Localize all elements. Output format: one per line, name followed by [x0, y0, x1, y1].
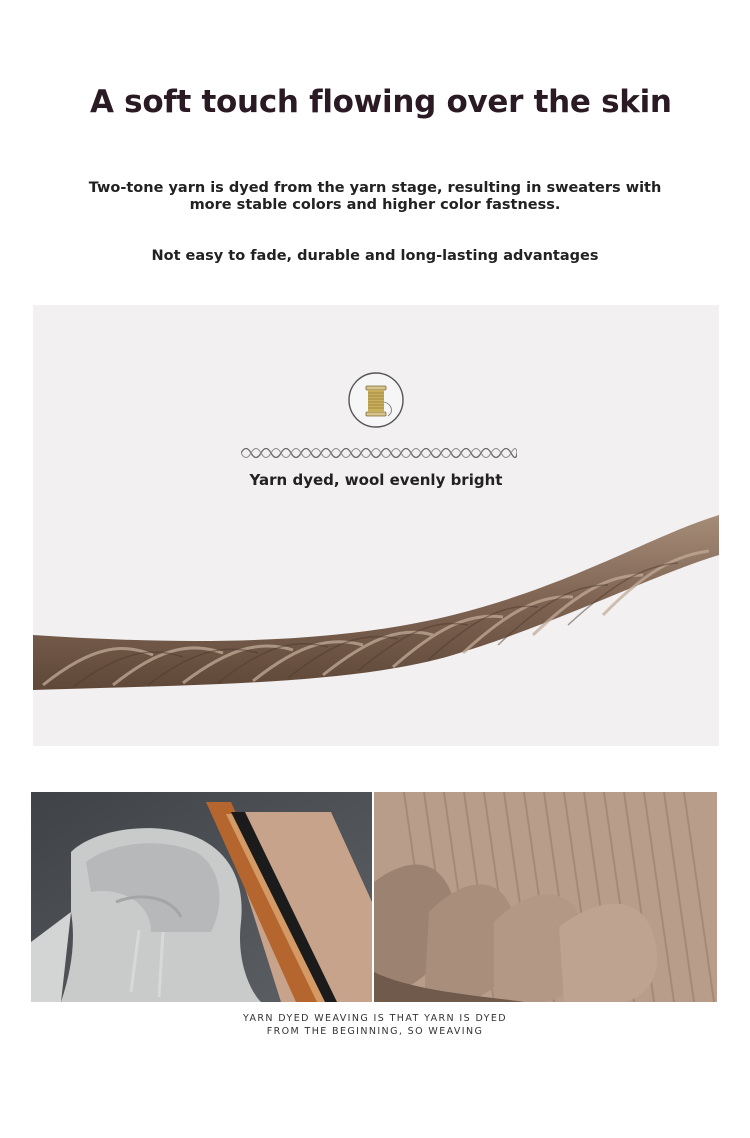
intro-line-2: more stable colors and higher color fastness. [189, 197, 561, 213]
hero-title: A soft touch flowing over the skin [90, 84, 672, 120]
grey-hoodie-photo [31, 792, 372, 1002]
intro-line-1: Two-tone yarn is dyed from the yarn stage, resulting in sweaters with [88, 180, 662, 196]
twisted-yarn-illustration [33, 495, 719, 715]
footnote-line-2: FROM THE BEGINNING, SO WEAVING [266, 1026, 484, 1037]
advantages-text: Not easy to fade, durable and long-lasting advantages [151, 248, 599, 264]
footnote-line-1: YARN DYED WEAVING IS THAT YARN IS DYED [243, 1013, 507, 1024]
thread-spool-icon [348, 372, 404, 428]
ribbed-knit-photo [374, 792, 717, 1002]
knit-stitch-divider [241, 446, 517, 460]
product-photo-row [31, 792, 717, 1002]
intro-text [60, 180, 690, 214]
yarn-caption: Yarn dyed, wool evenly bright [249, 471, 503, 489]
footnote-text [175, 1012, 575, 1038]
yarn-panel [33, 305, 719, 746]
